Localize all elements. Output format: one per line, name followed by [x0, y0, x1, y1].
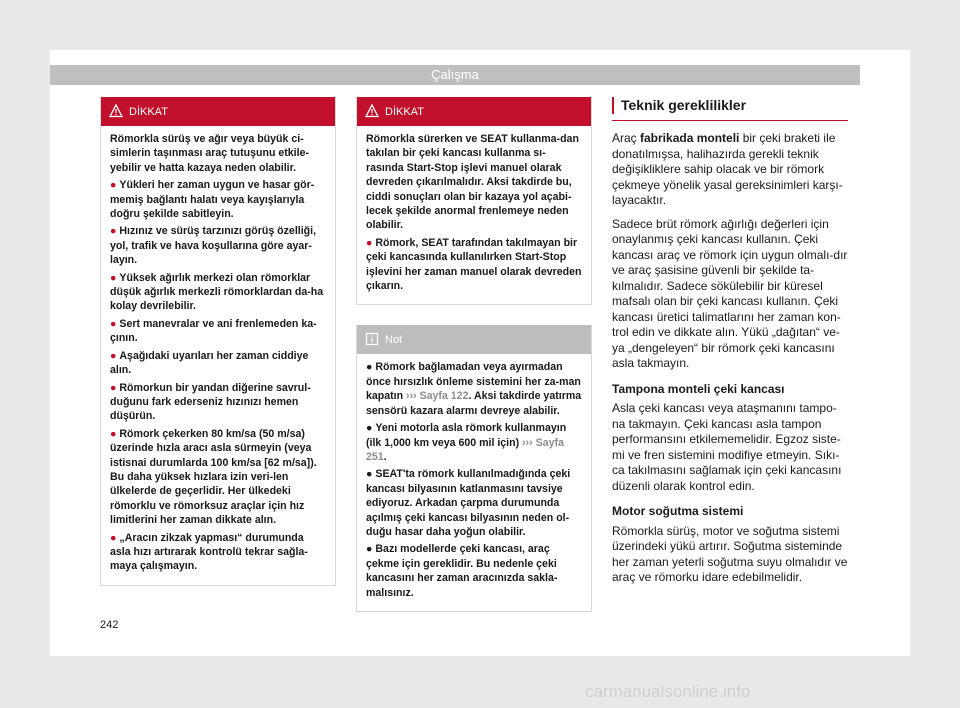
note-box-body — [357, 354, 591, 611]
list-item: ● Römork, SEAT tarafından takılmayan bir çeki kancasında kullanılırken Start-Stop işlevini her zaman manuel olarak devreden çıkarın. — [366, 236, 582, 293]
bullet-icon: ● — [110, 225, 117, 238]
warning-triangle-icon — [365, 104, 379, 118]
bullet-icon: ● — [366, 468, 373, 481]
warning-label: DİKKAT — [129, 106, 168, 118]
list-item: ● Yüksek ağırlık merkezi olan römorklar düşük ağırlık merkezli römorklardan da-ha kolay devrilebilir. — [110, 271, 324, 313]
page-number: 242 — [100, 619, 119, 631]
list-item: ● SEAT'ta römork kullanılmadığında çeki kancası bilyasının katlanmasını tavsiye ediyoruz. Arkadan çarpma durumunda açılmış çeki kancası bilyasının neden ol-duğu hasar daha yoğun olabilir. — [366, 468, 571, 538]
column-middle — [356, 97, 592, 612]
warning-intro: Römorkla sürüş ve ağır veya büyük ci-simlerin taşınması araç tutuşunu etkile-yebilir ve hatta kazaya neden olabilir. — [110, 133, 309, 174]
bullet-icon: ● — [366, 361, 373, 374]
bullet-icon: ● — [110, 381, 117, 394]
column-right — [612, 97, 848, 594]
bullet-icon: ● — [366, 422, 373, 435]
section-text — [612, 131, 848, 586]
note-box-header — [357, 325, 591, 354]
warning-label: DİKKAT — [385, 106, 424, 118]
bullet-icon: ● — [110, 271, 117, 284]
list-item: ● Yeni motorla asla römork kullanmayın (ilk 1,000 km veya 600 mil için) ››› Sayfa 251. — [366, 422, 567, 463]
section-header: Çalışma — [50, 65, 860, 85]
page-reference-link[interactable]: ››› Sayfa 122 — [406, 390, 469, 403]
warning-triangle-icon — [109, 104, 123, 118]
bullet-icon: ● — [110, 349, 117, 362]
bullet-icon: ● — [110, 179, 117, 192]
list-item: ● Sert manevralar ve ani frenlemeden ka-çının. — [110, 317, 317, 345]
warning-intro: Römorkla sürerken ve SEAT kullanma-dan takılan bir çeki kancası kullanma sı-rasında Start-Stop işlevi manuel olarak devreden çıkarılmalıdır. Aksi takdirde bu, ciddi sonuçları olan bir kazaya yol açabi-lecek şekilde anormal frenlemeye neden olabilir. — [366, 133, 579, 232]
list-item: ● Aşağıdaki uyarıları her zaman ciddiye alın. — [110, 349, 309, 377]
list-item: ● „Aracın zikzak yapması“ durumunda asla hızı artırarak kontrolü tekrar sağla-maya çalışmayın. — [110, 531, 308, 573]
section-title-wrap — [612, 97, 848, 123]
warning-box-body — [101, 126, 335, 585]
warning-box-header — [357, 97, 591, 126]
paragraph: Sadece brüt römork ağırlığı değerleri için onaylanmış çeki kancası kullanın. Çeki kancası araç ve römork için uygun olmalı-dır ve araç şasisine güvenli bir şekilde ta-kılmalıdır. Sadece sökülebilir bir küresel mafsalı olan bir çeki kancası kullanın. Çeki kancası üretici talimatlarını her zaman kon-trol edin ve dikkate alın. Yükü „dağıtan“ ve-ya „dengeleyen“ bir römork çeki kancasını asla takmayın. — [612, 216, 848, 370]
paragraph: Asla çeki kancası veya ataşmanını tampo-na takmayın. Çeki kancası asla tampon performansını etkilememelidir. Egzoz siste-mi ve fren sistemini modifiye etmeyin. Sıkı-ca takılmasını sağlamak için çeki kancasını düzenli olarak kontrol edin. — [612, 401, 842, 493]
bullet-icon: ● — [366, 236, 373, 249]
paragraph: Römorkla sürüş, motor ve soğutma sistemi üzerindeki yükü artırır. Soğutma sisteminde her zaman yeterli soğutma suyu olmalıdır ve araç ve römorku idare edebilmelidir. — [612, 523, 848, 584]
warning-box-body — [357, 126, 591, 304]
warning-box-header — [101, 97, 335, 126]
list-item: ● Hızınız ve sürüş tarzınızı görüş özelliği, yol, trafik ve hava koşullarına göre ayar-layın. — [110, 225, 317, 267]
list-item: ● Römorkun bir yandan diğerine savrul-duğunu fark ederseniz hızınızı hemen düşürün. — [110, 381, 311, 423]
watermark: carmanualsonline.info — [585, 682, 751, 701]
warning-box-2 — [356, 97, 592, 305]
column-left — [100, 97, 336, 586]
paragraph: Araç fabrikada monteli bir çeki braketi ile donatılmışsa, halihazırda gerekli teknik değişikliklere sahip olacak ve bir römork çekmeye yönelik yasal gereksinimleri karşı-layacaktır. — [612, 131, 843, 207]
bullet-icon: ● — [110, 531, 117, 544]
subheading: Tampona monteli çeki kancası — [612, 381, 785, 396]
list-item: ● Yükleri her zaman uygun ve hasar gör-memiş bağlantı halatı veya kayışlarıyla doğru şekilde sabitleyin. — [110, 179, 315, 221]
page-reference-link[interactable]: ››› Sayfa 251 — [366, 436, 564, 463]
bullet-icon: ● — [110, 427, 117, 440]
info-icon — [365, 332, 379, 346]
list-item: ● Bazı modellerde çeki kancası, araç çekme için gereklidir. Bu nedenle çeki kancasını her zaman aracınızda sakla-malısınız. — [366, 543, 558, 599]
subheading: Motor soğutma sistemi — [612, 504, 744, 518]
title-underline — [612, 120, 848, 121]
note-box — [356, 325, 592, 612]
note-label: Not — [385, 334, 403, 347]
section-title: Teknik gereklilikler — [612, 97, 746, 114]
list-item: ● Römork çekerken 80 km/sa (50 m/sa) üzerinde hızla aracı asla sürmeyin (veya istisnai durumlarda 100 km/sa [62 m/sa]). Bu daha yüksek hızlara izin veri-len ülkelerde de geçerlidir. Her ülkedeki römorklu ve römorksuz araçlar için hız limitlerini her zaman dikkate alın. — [110, 427, 317, 527]
bullet-icon: ● — [366, 543, 373, 556]
list-item: ● Römork bağlamadan veya ayırmadan önce hırsızlık önleme sistemini her za-man kapatın ››› Sayfa 122. Aksi takdirde yatırma sensörü kazara alarmı devreye alabilir. — [366, 361, 582, 417]
bullet-icon: ● — [110, 317, 117, 330]
warning-box-1 — [100, 97, 336, 586]
